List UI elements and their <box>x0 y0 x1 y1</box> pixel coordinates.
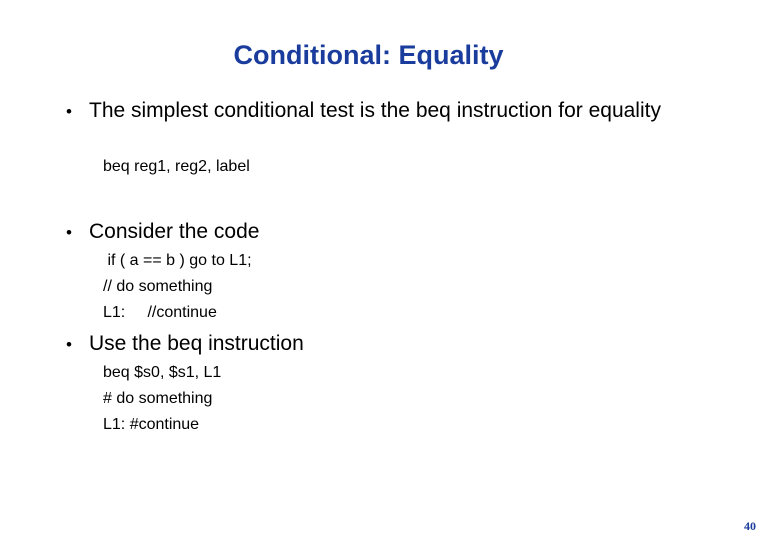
bullet-text: Use the beq instruction <box>89 332 304 355</box>
code-line: beq reg1, reg2, label <box>103 158 250 175</box>
code-line: L1: #continue <box>103 416 200 433</box>
bullet-marker: • <box>66 102 72 121</box>
page-number: 40 <box>744 519 756 533</box>
bullet-marker: • <box>66 223 72 242</box>
code-line: // do something <box>103 278 213 295</box>
code-line: # do something <box>103 390 213 407</box>
bullet-marker: • <box>66 335 72 354</box>
code-line: if ( a == b ) go to L1; <box>103 252 252 269</box>
slide-title: Conditional: Equality <box>233 40 504 70</box>
code-line: L1: //continue <box>103 304 217 321</box>
code-line: beq $s0, $s1, L1 <box>103 364 222 381</box>
bullet-text: Consider the code <box>89 220 260 243</box>
bullet-text: The simplest conditional test is the beq instruction for equality <box>89 99 661 122</box>
